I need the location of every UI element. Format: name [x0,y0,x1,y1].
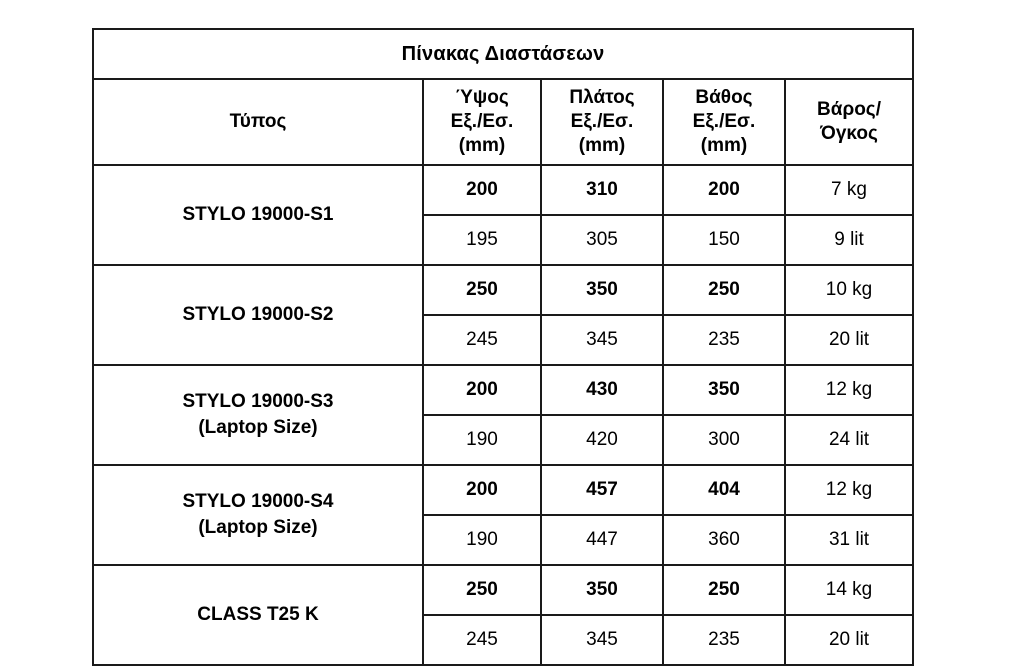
header-weight-line-2: Όγκος [820,123,878,144]
cell-outer-width: 350 [541,265,663,315]
cell-inner-depth: 300 [663,415,785,465]
cell-volume: 20 lit [785,615,913,665]
cell-volume: 31 lit [785,515,913,565]
cell-weight: 12 kg [785,465,913,515]
header-height-line-1: Ύψος [455,86,509,108]
header-depth-line-2: Εξ./Εσ. [692,110,756,132]
cell-outer-depth: 404 [663,465,785,515]
cell-inner-height: 245 [423,615,541,665]
header-depth-line-1: Βάθος [695,86,753,108]
cell-inner-height: 195 [423,215,541,265]
cell-outer-width: 310 [541,165,663,215]
cell-volume: 24 lit [785,415,913,465]
cell-outer-height: 200 [423,465,541,515]
cell-volume: 20 lit [785,315,913,365]
table-header-row [93,79,913,165]
cell-outer-width: 430 [541,365,663,415]
cell-outer-depth: 250 [663,265,785,315]
cell-outer-depth: 250 [663,565,785,615]
header-height [423,79,541,165]
row-type-cell [93,465,423,565]
cell-outer-width: 457 [541,465,663,515]
cell-weight: 14 kg [785,565,913,615]
dimensions-table-container [92,28,912,666]
row-type-cell [93,565,423,665]
row-type-line-1: CLASS T25 K [197,604,319,626]
row-type-line-1: STYLO 19000-S2 [182,304,334,326]
header-type: Τύπος [93,79,423,165]
table-row [93,465,913,515]
row-type-cell [93,165,423,265]
table-title: Πίνακας Διαστάσεων [93,29,913,79]
table-title-row [93,29,913,79]
cell-inner-depth: 360 [663,515,785,565]
header-height-line-2: Εξ./Εσ. [450,110,514,132]
cell-inner-depth: 235 [663,315,785,365]
cell-inner-height: 245 [423,315,541,365]
cell-volume: 9 lit [785,215,913,265]
cell-inner-width: 345 [541,615,663,665]
header-height-line-3: (mm) [458,135,506,157]
cell-outer-depth: 350 [663,365,785,415]
cell-outer-width: 350 [541,565,663,615]
header-depth [663,79,785,165]
table-row [93,365,913,415]
cell-weight: 10 kg [785,265,913,315]
header-width-line-3: (mm) [578,135,626,157]
cell-outer-height: 250 [423,565,541,615]
cell-outer-depth: 200 [663,165,785,215]
header-width-line-1: Πλάτος [569,86,635,108]
cell-inner-width: 447 [541,515,663,565]
row-type-line-2: (Laptop Size) [198,517,318,538]
row-type-line-1: STYLO 19000-S4 [182,491,334,513]
row-type-cell [93,365,423,465]
cell-inner-width: 420 [541,415,663,465]
row-type-cell [93,265,423,365]
table-row [93,165,913,215]
header-weight-line-1: Βάρος/ [817,98,881,120]
cell-inner-depth: 235 [663,615,785,665]
header-width-line-2: Εξ./Εσ. [570,110,634,132]
header-width [541,79,663,165]
table-row [93,565,913,615]
cell-outer-height: 200 [423,365,541,415]
cell-inner-height: 190 [423,515,541,565]
header-weight-volume [785,79,913,165]
cell-outer-height: 200 [423,165,541,215]
cell-weight: 7 kg [785,165,913,215]
cell-inner-width: 345 [541,315,663,365]
cell-inner-width: 305 [541,215,663,265]
row-type-line-2: (Laptop Size) [198,417,318,438]
dimensions-table [92,28,914,666]
cell-inner-height: 190 [423,415,541,465]
row-type-line-1: STYLO 19000-S1 [182,204,334,226]
row-type-line-1: STYLO 19000-S3 [182,391,334,413]
table-row [93,265,913,315]
cell-outer-height: 250 [423,265,541,315]
cell-weight: 12 kg [785,365,913,415]
header-depth-line-3: (mm) [700,135,748,157]
cell-inner-depth: 150 [663,215,785,265]
